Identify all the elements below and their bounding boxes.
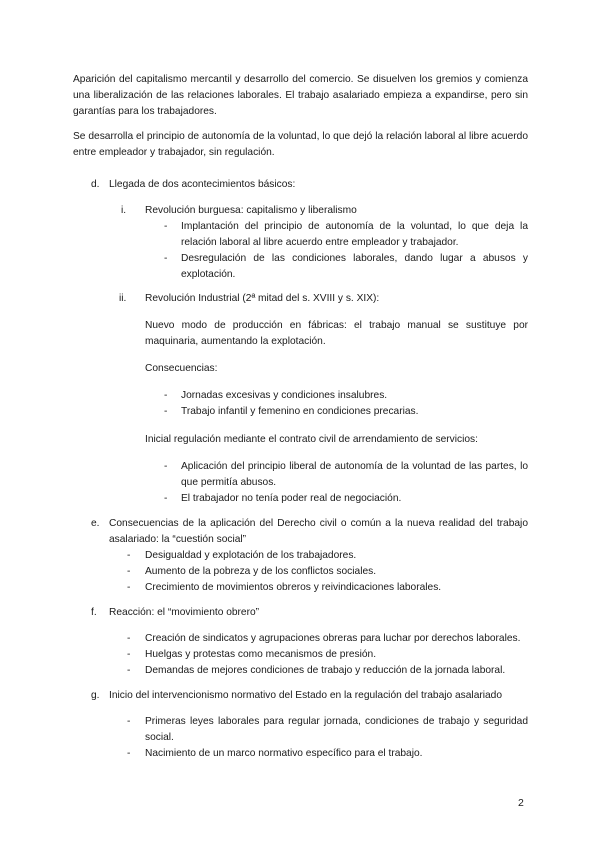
list-marker-i: i.: [121, 205, 127, 216]
dash-marker: -: [127, 748, 131, 759]
sub-ii-title: Revolución Industrial (2ª mitad del s. XVIII y s. XIX):: [145, 293, 380, 304]
dash-marker: -: [127, 649, 131, 660]
sub-i-title: Revolución burguesa: capitalismo y liberalismo: [145, 205, 357, 216]
section-e-bullet-2: Aumento de la pobreza y de los conflictos sociales.: [145, 566, 377, 577]
list-marker-d: d.: [91, 179, 100, 190]
dash-marker: -: [164, 253, 168, 264]
sub-ii-paragraph: Nuevo modo de producción en fábricas: el trabajo manual se sustituye por maquinaria, aumentando la explotación.: [145, 320, 528, 347]
dash-marker: -: [127, 665, 131, 676]
dash-marker: -: [164, 493, 168, 504]
dash-marker: -: [127, 566, 131, 577]
section-g-bullet-2: Nacimiento de un marco normativo específico para el trabajo.: [145, 748, 423, 759]
dash-marker: -: [164, 390, 168, 401]
regulation-label: Inicial regulación mediante el contrato civil de arrendamiento de servicios:: [145, 434, 478, 445]
section-g-bullet-1: Primeras leyes laborales para regular jornada, condiciones de trabajo y seguridad social.: [145, 716, 528, 743]
list-marker-e: e.: [91, 518, 100, 529]
section-e-title: Consecuencias de la aplicación del Derecho civil o común a la nueva realidad del trabajo asalariado: la “cuestión social”: [109, 518, 528, 545]
consequences-label: Consecuencias:: [145, 363, 218, 374]
section-f-bullet-1: Creación de sindicatos y agrupaciones obreras para luchar por derechos laborales.: [145, 633, 521, 644]
dash-marker: -: [127, 633, 131, 644]
section-e-bullet-1: Desigualdad y explotación de los trabajadores.: [145, 550, 357, 561]
dash-marker: -: [164, 461, 168, 472]
sub-i-bullet-1: Implantación del principio de autonomía de la voluntad, lo que deja la relación laboral al libre acuerdo entre empleador y trabajador.: [181, 221, 528, 248]
section-f-title: Reacción: el “movimiento obrero”: [109, 607, 260, 618]
dash-marker: -: [127, 550, 131, 561]
section-f-bullet-2: Huelgas y protestas como mecanismos de presión.: [145, 649, 377, 660]
regulation-item-2: El trabajador no tenía poder real de negociación.: [181, 493, 402, 504]
list-marker-g: g.: [91, 690, 100, 701]
section-e-bullet-3: Crecimiento de movimientos obreros y reivindicaciones laborales.: [145, 582, 442, 593]
page-number: 2: [518, 797, 524, 809]
intro-paragraph-2: Se desarrolla el principio de autonomía de la voluntad, lo que dejó la relación laboral al libre acuerdo entre empleador y trabajador, sin regulación.: [73, 131, 528, 158]
list-marker-ii: ii.: [119, 293, 127, 304]
dash-marker: -: [164, 221, 168, 232]
consequence-item-2: Trabajo infantil y femenino en condiciones precarias.: [181, 406, 419, 417]
intro-paragraph-1: Aparición del capitalismo mercantil y desarrollo del comercio. Se disuelven los gremios y comienza una liberalización de las relaciones laborales. El trabajo asalariado empieza a expandirse, pero sin garantías para los trabajadores.: [73, 74, 528, 117]
list-marker-f: f.: [91, 607, 97, 618]
regulation-item-1: Aplicación del principio liberal de autonomía de la voluntad de las partes, lo que permitía abusos.: [181, 461, 528, 488]
sub-i-bullet-2: Desregulación de las condiciones laborales, dando lugar a abusos y explotación.: [181, 253, 528, 280]
consequence-item-1: Jornadas excesivas y condiciones insalubres.: [181, 390, 388, 401]
dash-marker: -: [127, 716, 131, 727]
section-d-title: Llegada de dos acontecimientos básicos:: [109, 179, 296, 190]
section-f-bullet-3: Demandas de mejores condiciones de trabajo y reducción de la jornada laboral.: [145, 665, 506, 676]
section-g-title: Inicio del intervencionismo normativo del Estado en la regulación del trabajo asalariado: [109, 690, 503, 701]
dash-marker: -: [127, 582, 131, 593]
dash-marker: -: [164, 406, 168, 417]
